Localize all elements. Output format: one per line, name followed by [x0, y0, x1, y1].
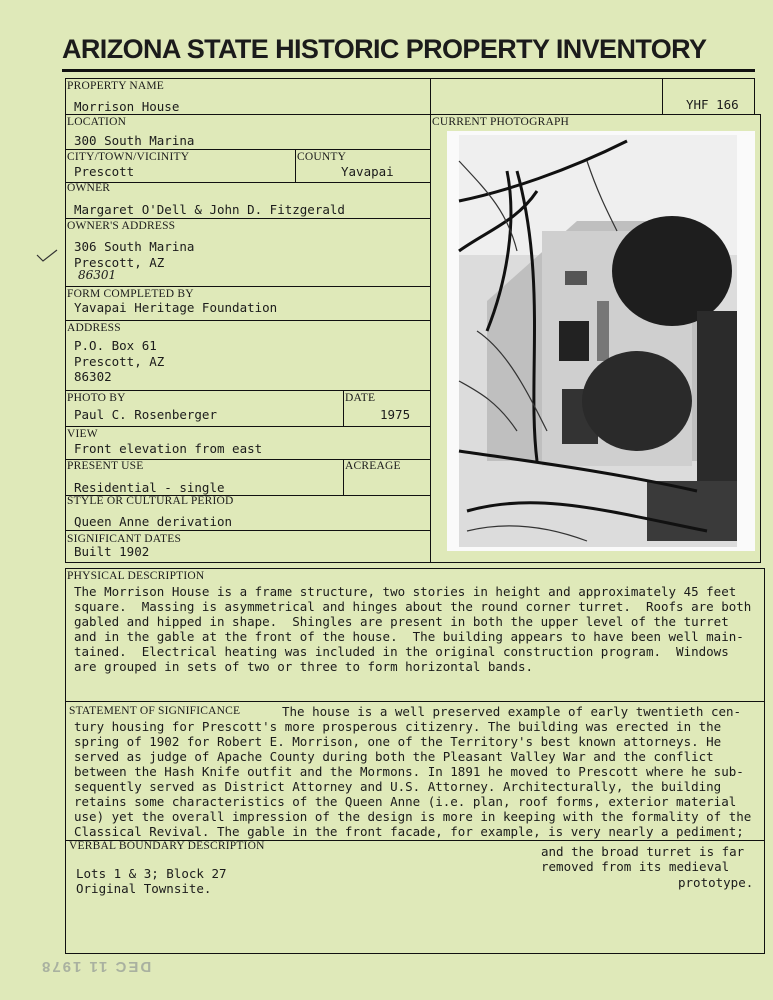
- significance-continuation-1: and the broad turret is far: [541, 844, 745, 859]
- label-form-completed-by: FORM COMPLETED BY: [67, 288, 194, 300]
- physical-line-5: tained. Electrical heating was included in the original construction program. Windows: [74, 644, 729, 659]
- significance-continuation-3: prototype.: [678, 875, 754, 890]
- title-underline: [62, 69, 755, 72]
- label-current-photograph: CURRENT PHOTOGRAPH: [432, 116, 570, 128]
- significance-line-8: Classical Revival. The gable in the front facade, for example, is very nearly a pediment;: [74, 824, 744, 839]
- label-city: CITY/TOWN/VICINITY: [67, 151, 190, 163]
- value-property-name: Morrison House: [74, 99, 180, 114]
- value-address-line3: 86302: [74, 369, 112, 384]
- significance-line-2: spring of 1902 for Robert E. Morrison, one of the Territory's best known attorneys. He: [74, 734, 722, 749]
- label-present-use: PRESENT USE: [67, 460, 144, 472]
- significance-first-line: The house is a well preserved example of early twentieth cen-: [282, 704, 742, 719]
- form-title: ARIZONA STATE HISTORIC PROPERTY INVENTORY: [62, 34, 707, 64]
- significance-line-4: between the Hash Knife outfit and the Mormons. In 1891 he moved to Prescott where he sub-: [74, 764, 744, 779]
- physical-line-4: and in the gable at the front of the house. The building appears to have been well main-: [74, 629, 744, 644]
- label-owners-address: OWNER'S ADDRESS: [67, 220, 176, 232]
- significance-line-1: tury housing for Prescott's more prosperous citizenry. The building was erected in the: [74, 719, 722, 734]
- physical-line-6: are grouped in sets of two or three to form horizontal bands.: [74, 659, 534, 674]
- label-significant-dates: SIGNIFICANT DATES: [67, 533, 182, 545]
- significance-line-3: served as judge of Apache County during both the Pleasant Valley War and the conflict: [74, 749, 714, 764]
- significance-line-5: sequently served as District Attorney and U.S. Attorney. Architecturally, the building: [74, 779, 722, 794]
- label-photo-by: PHOTO BY: [67, 392, 126, 404]
- value-significant-dates: Built 1902: [74, 544, 150, 559]
- label-physical-description: PHYSICAL DESCRIPTION: [67, 570, 205, 582]
- value-boundary-line2: Original Townsite.: [76, 881, 212, 896]
- label-county: COUNTY: [297, 151, 347, 163]
- label-significance: STATEMENT OF SIGNIFICANCE: [69, 705, 241, 717]
- label-owner: OWNER: [67, 182, 111, 194]
- significance-line-7: use) yet the overall impression of the design is more in keeping with the formality of the: [74, 809, 752, 824]
- label-date: DATE: [345, 392, 376, 404]
- label-acreage: ACREAGE: [345, 460, 401, 472]
- value-owners-address-line2: Prescott, AZ: [74, 255, 165, 270]
- value-city: Prescott: [74, 164, 135, 179]
- value-date: 1975: [380, 407, 411, 422]
- value-location: 300 South Marina: [74, 133, 195, 148]
- label-style: STYLE OR CULTURAL PERIOD: [67, 495, 234, 507]
- label-verbal-boundary: VERBAL BOUNDARY DESCRIPTION: [69, 840, 265, 852]
- value-photo-by: Paul C. Rosenberger: [74, 407, 217, 422]
- received-stamp: DEC 11 1978: [40, 958, 152, 975]
- label-view: VIEW: [67, 428, 98, 440]
- value-owner: Margaret O'Dell & John D. Fitzgerald: [74, 202, 345, 217]
- significance-continuation-2: removed from its medieval: [541, 859, 730, 874]
- significance-line-6: retains some characteristics of the Queen Anne (i.e. plan, roof forms, exterior material: [74, 794, 737, 809]
- value-present-use: Residential - single: [74, 480, 225, 495]
- handwritten-zip: 86301: [78, 268, 117, 282]
- value-county: Yavapai: [341, 164, 394, 179]
- value-boundary-line1: Lots 1 & 3; Block 27: [76, 866, 227, 881]
- value-style: Queen Anne derivation: [74, 514, 233, 529]
- label-address: ADDRESS: [67, 322, 121, 334]
- value-form-completed-by: Yavapai Heritage Foundation: [74, 300, 278, 315]
- check-mark-icon: [36, 248, 58, 262]
- house-photograph: [447, 131, 755, 551]
- physical-line-2: square. Massing is asymmetrical and hinges about the round corner turret. Roofs are both: [74, 599, 752, 614]
- value-inventory-number: YHF 166: [686, 97, 739, 112]
- house-photo-image: [447, 131, 755, 551]
- label-location: LOCATION: [67, 116, 127, 128]
- value-view: Front elevation from east: [74, 441, 263, 456]
- value-address-line1: P.O. Box 61: [74, 338, 157, 353]
- value-address-line2: Prescott, AZ: [74, 354, 165, 369]
- physical-line-3: gabled and hipped in shape. Shingles are present in both the upper level of the turret: [74, 614, 729, 629]
- value-owners-address-line1: 306 South Marina: [74, 239, 195, 254]
- physical-line-1: The Morrison House is a frame structure, two stories in height and approximately 45 feet: [74, 584, 737, 599]
- label-property-name: PROPERTY NAME: [67, 80, 165, 92]
